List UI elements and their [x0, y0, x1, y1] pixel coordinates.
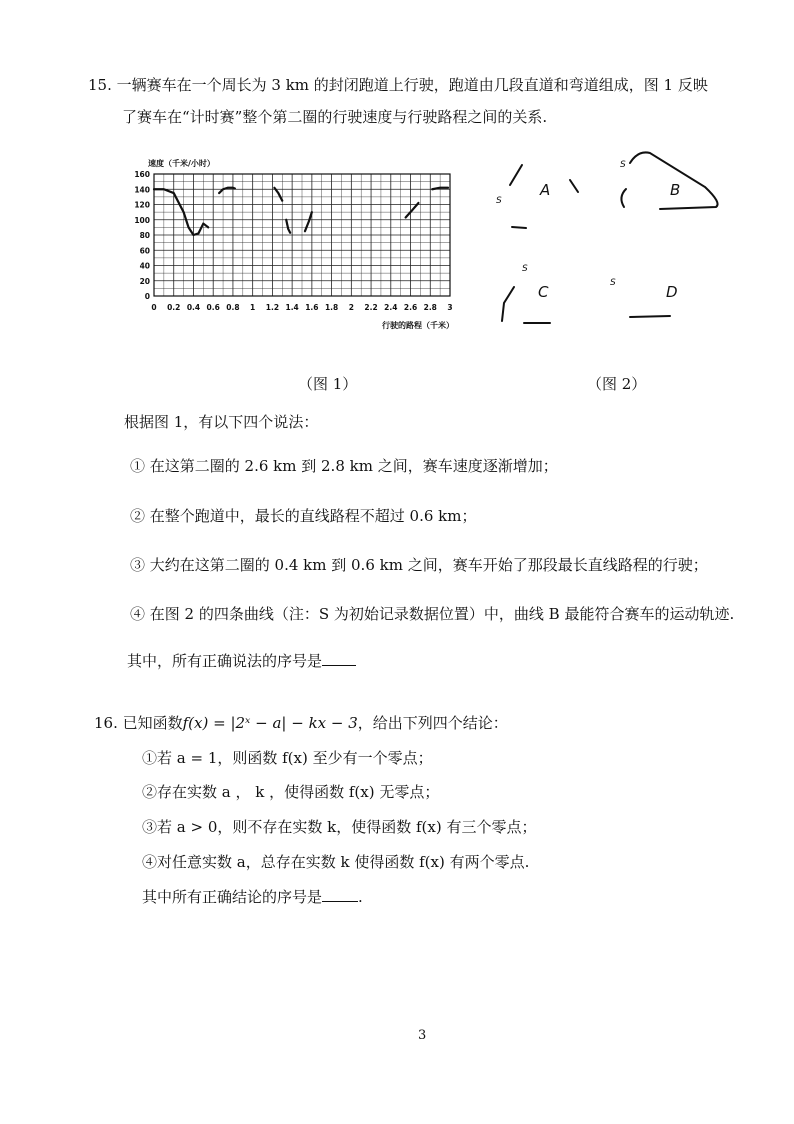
- chart-ticks: [134, 170, 452, 312]
- q15-question: [127, 650, 356, 671]
- x-tick-label: 2.2: [364, 303, 378, 312]
- y-tick-label: 60: [139, 246, 150, 256]
- y-tick-label: 0: [144, 292, 150, 301]
- x-tick-label: 0: [151, 303, 157, 312]
- curve-a-stroke-1: [510, 165, 522, 185]
- q16-stem-prefix: 16. 已知函数: [94, 714, 183, 732]
- speed-line-seg4: [286, 220, 290, 233]
- x-tick-label: 2: [348, 303, 354, 312]
- label-s-d: S: [610, 278, 616, 288]
- q15-statement-2: ② 在整个跑道中，最长的直线路程不超过 0.6 km；: [130, 507, 477, 525]
- q15-statement-4: ④ 在图 2 的四条曲线（注：S 为初始记录数据位置）中，曲线 B 最能符合赛车的运动轨迹.: [130, 605, 735, 623]
- speed-line-seg3: [274, 188, 282, 201]
- x-tick-label: 1.2: [265, 303, 280, 312]
- chart-lines: [154, 188, 448, 235]
- q16-question: 其中所有正确结论的序号是 .: [142, 888, 363, 906]
- q16-conclusion-3: ③若 a > 0，则不存在实数 k，使得函数 f(x) 有三个零点；: [142, 818, 537, 836]
- curve-d-stroke: [630, 316, 670, 317]
- y-tick-label: 120: [134, 200, 150, 210]
- label-c: C: [538, 283, 549, 301]
- chart-grid: [154, 174, 450, 296]
- chart-xlabel: 行驶的路程（千米）: [382, 321, 454, 330]
- x-tick-label: 1.4: [285, 303, 299, 312]
- q16-stem: [94, 712, 508, 733]
- x-tick-label: 1.6: [305, 303, 319, 312]
- x-tick-label: 0.4: [186, 303, 201, 312]
- q16-answer-blank[interactable]: [322, 887, 358, 902]
- fig2-caption: （图 2）: [587, 375, 647, 393]
- label-d: D: [666, 283, 678, 301]
- q15-statement-3: ③ 大约在这第二圈的 0.4 km 到 0.6 km 之间，赛车开始了那段最长直线路程的行驶；: [130, 556, 708, 574]
- speed-line-seg5: [305, 212, 312, 231]
- q16-conclusion-1: ①若 a = 1，则函数 f(x) 至少有一个零点；: [142, 749, 433, 767]
- y-tick-label: 100: [134, 215, 150, 225]
- q16-question-text: 其中所有正确结论的序号是: [142, 888, 323, 906]
- x-tick-label: 1.8: [324, 303, 339, 312]
- q15-question-text: 其中，所有正确说法的序号是: [127, 652, 323, 670]
- curve-b-arc: [621, 189, 626, 207]
- x-tick-label: 2.6: [403, 303, 418, 312]
- y-tick-label: 20: [139, 276, 150, 286]
- curve-c-stroke-1: [502, 287, 514, 321]
- fig1-caption: （图 1）: [298, 375, 358, 393]
- q16-conclusion-4: ④对任意实数 a，总存在实数 k 使得函数 f(x) 有两个零点.: [142, 853, 530, 871]
- x-tick-label: 0.2: [167, 303, 181, 312]
- q15-statement-1: ① 在这第二圈的 2.6 km 到 2.8 km 之间，赛车速度逐渐增加；: [130, 457, 558, 475]
- speed-distance-chart: [126, 150, 476, 340]
- label-s-a: S: [496, 196, 502, 206]
- x-tick-label: 0.6: [206, 303, 220, 312]
- x-tick-label: 3: [447, 303, 453, 312]
- x-tick-label: 0.8: [226, 303, 240, 312]
- x-tick-label: 2.4: [384, 303, 398, 312]
- trajectory-curves: [490, 145, 760, 345]
- speed-line-seg6: [406, 203, 419, 217]
- label-s-b: S: [620, 160, 626, 170]
- y-tick-label: 40: [139, 261, 150, 271]
- x-tick-label: 2.8: [423, 303, 437, 312]
- y-tick-label: 140: [134, 185, 150, 195]
- q15-answer-blank[interactable]: [322, 651, 356, 666]
- label-s-c: S: [522, 264, 528, 274]
- q16-function: f(x) = |2ˣ − a| − kx − 3: [182, 714, 358, 732]
- x-tick-label: 1: [250, 303, 256, 312]
- q15-intro: 根据图 1，有以下四个说法：: [124, 413, 319, 431]
- label-b: B: [670, 181, 681, 199]
- q16-conclusion-2: ②存在实数 a ， k ，使得函数 f(x) 无零点；: [142, 783, 440, 801]
- curve-a-stroke-2: [570, 180, 578, 192]
- y-tick-label: 160: [134, 170, 150, 179]
- chart-ylabel: 速度（千米/小时）: [148, 159, 215, 168]
- q15-line2: 了赛车在“计时赛”整个第二圈的行驶速度与行驶路程之间的关系.: [122, 108, 548, 126]
- curve-a-stroke-3: [512, 227, 526, 228]
- label-a: A: [540, 181, 551, 199]
- y-tick-label: 80: [139, 231, 150, 240]
- q15-line1: 15. 一辆赛车在一个周长为 3 km 的封闭跑道上行驶，跑道由几段直道和弯道组成，图 1 反映: [88, 76, 708, 94]
- q16-stem-suffix: ，给出下列四个结论：: [357, 714, 508, 732]
- page-number: 3: [418, 1028, 427, 1043]
